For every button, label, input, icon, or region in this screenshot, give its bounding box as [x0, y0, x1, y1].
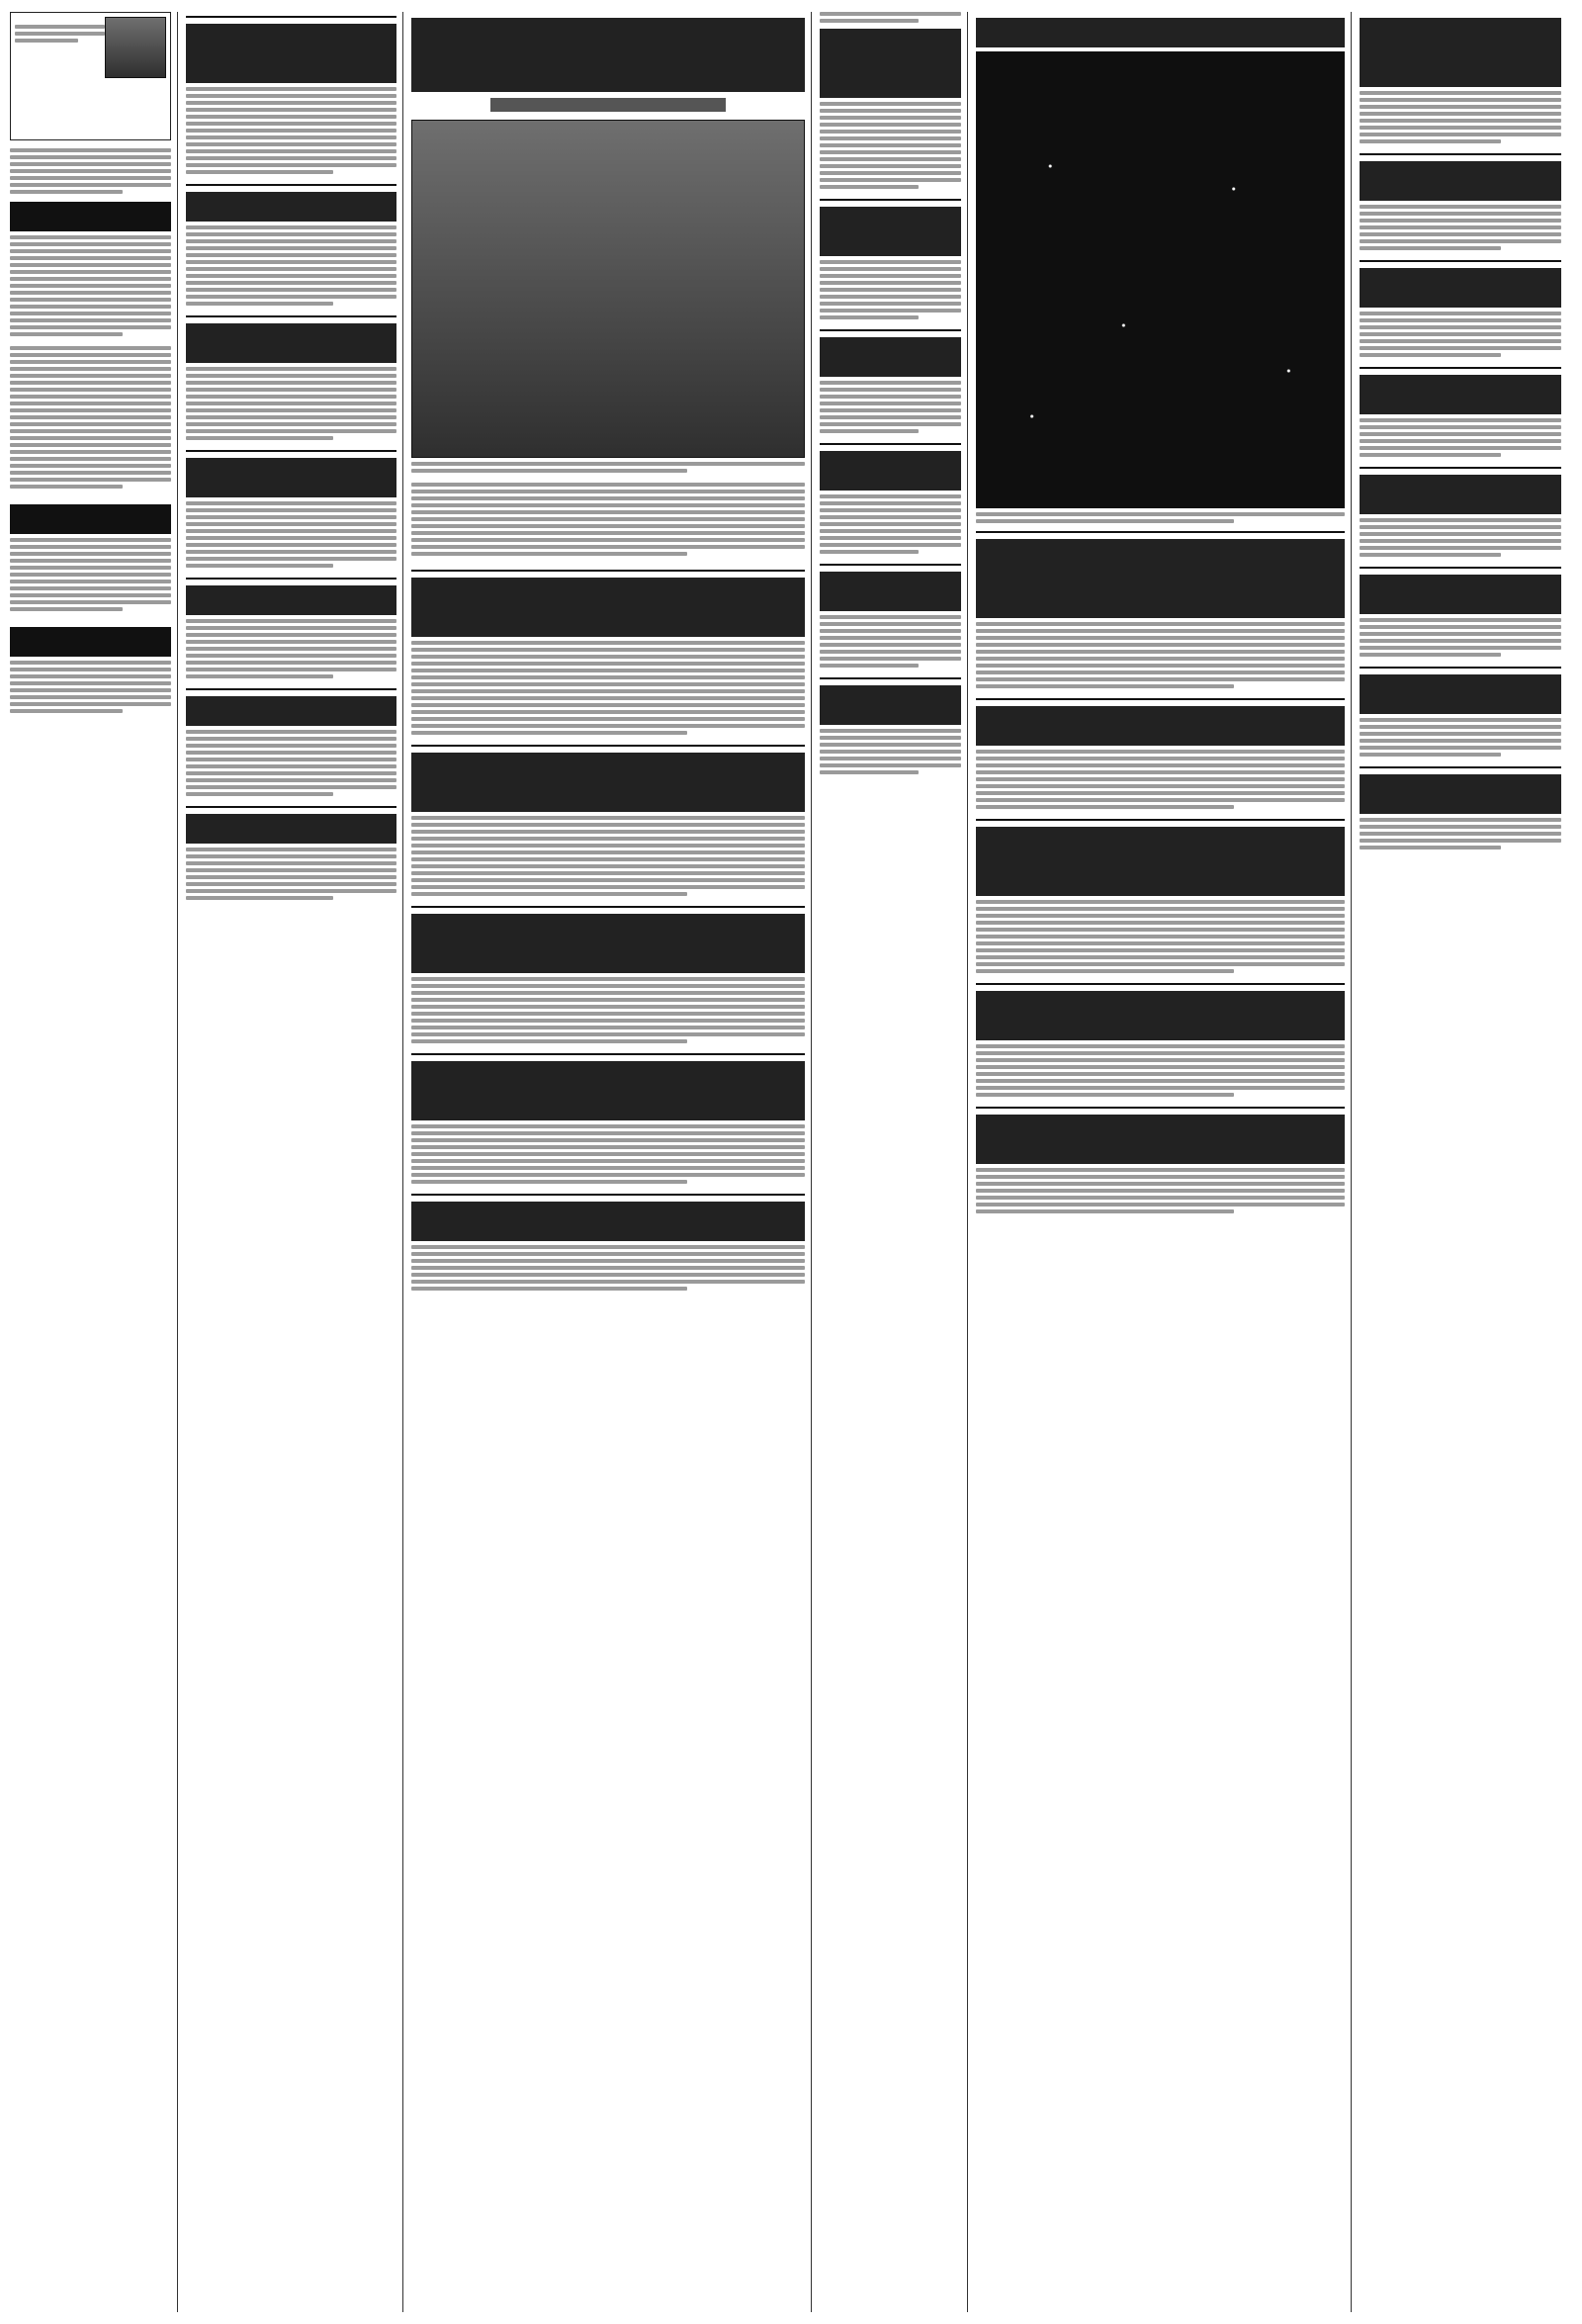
- story-2a-headline: [186, 24, 396, 83]
- story-6a: [1360, 18, 1561, 143]
- story-3e-headline: [411, 1061, 805, 1120]
- story-4a-headline: [820, 29, 961, 98]
- story-4e-headline: [820, 572, 961, 611]
- story-4d-headline: [820, 451, 961, 491]
- column-grid: [10, 12, 1572, 2312]
- story-5e: [976, 983, 1345, 1097]
- story-6e-headline: [1360, 475, 1561, 514]
- column-5: [976, 12, 1352, 2312]
- story-3e: [411, 1053, 805, 1184]
- story-4c-headline: [820, 337, 961, 377]
- story-5f: [976, 1107, 1345, 1213]
- story-3c-headline: [411, 753, 805, 812]
- story-6h-headline: [1360, 774, 1561, 814]
- story-5e-headline: [976, 991, 1345, 1040]
- story-3f-headline: [411, 1202, 805, 1241]
- column-1-text-d: [10, 538, 171, 611]
- story-3c: [411, 745, 805, 896]
- story-2e: [186, 578, 396, 678]
- story-6e: [1360, 467, 1561, 557]
- story-2a: [186, 16, 396, 174]
- column-3: [411, 12, 812, 2312]
- story-6d-headline: [1360, 375, 1561, 414]
- story-5d-headline: [976, 827, 1345, 896]
- story-2b: [186, 184, 396, 306]
- story-6b-headline: [1360, 161, 1561, 201]
- story-5c-headline: [976, 706, 1345, 746]
- story-2g: [186, 806, 396, 900]
- column-1-text-a: [10, 148, 171, 194]
- story-2c-headline: [186, 323, 396, 363]
- story-5d: [976, 819, 1345, 973]
- story-2d: [186, 450, 396, 568]
- story-2f: [186, 688, 396, 796]
- story-2c: [186, 315, 396, 440]
- comet-headline: [976, 18, 1345, 47]
- story-6f: [1360, 567, 1561, 657]
- column-2: [186, 12, 403, 2312]
- story-4a: [820, 29, 961, 189]
- story-3b-headline: [411, 578, 805, 637]
- story-2e-headline: [186, 585, 396, 615]
- story-6f-headline: [1360, 575, 1561, 614]
- column-4-intro: [820, 12, 961, 23]
- story-6g-headline: [1360, 674, 1561, 714]
- weather-box: [10, 12, 171, 140]
- lead-story-photo: [411, 120, 805, 458]
- story-6h: [1360, 766, 1561, 849]
- lead-story-caption: [411, 462, 805, 473]
- story-4b-headline: [820, 207, 961, 256]
- story-5b: [976, 531, 1345, 688]
- story-3d: [411, 906, 805, 1043]
- column-1: [10, 12, 178, 2312]
- story-6b: [1360, 153, 1561, 250]
- story-2g-headline: [186, 814, 396, 844]
- column-1-text-e: [10, 661, 171, 713]
- story-3b: [411, 570, 805, 735]
- weather-illustration: [105, 17, 166, 78]
- story-4f-headline: [820, 685, 961, 725]
- column-1-text-b: [10, 235, 171, 336]
- lead-story-text: [411, 483, 805, 556]
- story-2f-headline: [186, 696, 396, 726]
- lead-story-subheadline: [490, 98, 727, 112]
- comet-caption: [976, 512, 1345, 523]
- story-4e: [820, 564, 961, 668]
- story-2d-headline: [186, 458, 396, 497]
- story-6c-headline: [1360, 268, 1561, 308]
- column-6: [1360, 12, 1567, 2312]
- column-1-text-c: [10, 346, 171, 489]
- story-2b-headline: [186, 192, 396, 222]
- story-6g: [1360, 667, 1561, 757]
- column-4: [820, 12, 968, 2312]
- story-4d: [820, 443, 961, 554]
- story-3d-headline: [411, 914, 805, 973]
- story-3f: [411, 1194, 805, 1291]
- story-4f: [820, 677, 961, 774]
- story-4b: [820, 199, 961, 319]
- story-4c: [820, 329, 961, 433]
- story-6d: [1360, 367, 1561, 457]
- story-6c: [1360, 260, 1561, 357]
- section-banner-3: [10, 627, 171, 657]
- story-5c: [976, 698, 1345, 809]
- story-5f-headline: [976, 1115, 1345, 1164]
- story-5b-headline: [976, 539, 1345, 618]
- section-banner-1: [10, 202, 171, 231]
- weather-text: [15, 17, 105, 43]
- section-banner-2: [10, 504, 171, 534]
- story-6a-headline: [1360, 18, 1561, 87]
- lead-story-headline: [411, 18, 805, 92]
- comet-photo: [976, 51, 1345, 508]
